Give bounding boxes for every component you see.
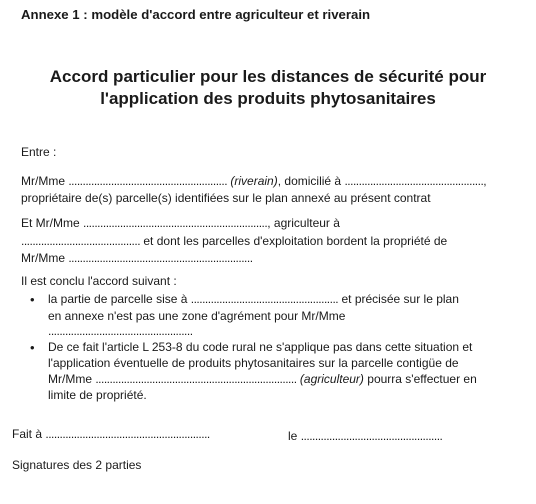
le-label: le bbox=[288, 429, 298, 443]
bullet-1-marker: • bbox=[30, 292, 35, 307]
fill-line-parcelle: .................................................... bbox=[190, 292, 339, 306]
fait-a-line bbox=[12, 427, 210, 441]
bullet-2-mrmme: Mr/Mme bbox=[48, 372, 92, 386]
bullet-2-line-3 bbox=[48, 372, 477, 386]
fill-line-fait-a: .......................................................... bbox=[45, 427, 210, 441]
exploitation-text: et dont les parcelles d'exploitation bordent la propriété de bbox=[143, 234, 448, 248]
fill-line-agriculteur-name: ................................................................. bbox=[83, 216, 268, 230]
conclu-line: Il est conclu l'accord suivant : bbox=[21, 274, 177, 288]
signatures-line: Signatures des 2 parties bbox=[12, 458, 142, 472]
domicilie-label: , domicilié à bbox=[277, 174, 342, 188]
agriculteur-line bbox=[21, 216, 340, 230]
fill-line-propriete: ................................................................. bbox=[68, 251, 253, 265]
fill-line-agrement: ................................................... bbox=[48, 324, 193, 338]
bullet-1-text-a: la partie de parcelle sise à bbox=[48, 292, 188, 306]
agriculteur-a-label: , agriculteur à bbox=[267, 216, 340, 230]
fill-line-date: .................................................. bbox=[300, 429, 443, 443]
mrmme-line-2 bbox=[21, 251, 253, 265]
entre-label: Entre : bbox=[21, 145, 57, 159]
bullet-1-line-2: en annexe n'est pas une zone d'agrément pour Mr/Mme bbox=[48, 309, 346, 323]
document-title-line-2: l'application des produits phytosanitaires bbox=[100, 89, 436, 108]
fill-line-domicile: ................................................., bbox=[344, 174, 487, 188]
bullet-2-marker: • bbox=[30, 340, 35, 355]
bullet-1-line-1 bbox=[48, 292, 459, 306]
document-title-line-1: Accord particulier pour les distances de sécurité pour bbox=[49, 67, 487, 86]
proprietaire-line: propriétaire de(s) parcelle(s) identifiées sur le plan annexé au présent contrat bbox=[21, 191, 431, 205]
exploitation-line bbox=[21, 234, 447, 248]
le-line bbox=[288, 429, 442, 443]
agriculteur-tag: (agriculteur) bbox=[299, 372, 364, 386]
riverain-tag: (riverain) bbox=[230, 174, 278, 188]
bullet-2-line-2: l'application éventuelle de produits phytosanitaires sur la parcelle contigüe de bbox=[48, 356, 459, 370]
fill-line-agriculteur-place: .......................................... bbox=[21, 234, 141, 248]
fait-a-label: Fait à bbox=[12, 427, 43, 441]
et-mrmme-label: Et Mr/Mme bbox=[21, 216, 80, 230]
mrmme-label: Mr/Mme bbox=[21, 174, 65, 188]
bullet-1-line-3 bbox=[48, 324, 193, 338]
fill-line-riverain-name: ........................................................ bbox=[68, 174, 228, 188]
bullet-2-line-4: limite de propriété. bbox=[48, 388, 147, 402]
bullet-1-text-b: et précisée sur le plan bbox=[341, 292, 459, 306]
mrmme-label-2: Mr/Mme bbox=[21, 251, 65, 265]
riverain-line bbox=[21, 174, 486, 188]
bullet-2-text-b: pourra s'effectuer en bbox=[367, 372, 477, 386]
bullet-2-line-1: De ce fait l'article L 253-8 du code rural ne s'applique pas dans cette situation et bbox=[48, 340, 473, 354]
fill-line-contigue: ....................................................................... bbox=[95, 372, 297, 386]
annexe-heading: Annexe 1 : modèle d'accord entre agriculteur et riverain bbox=[21, 7, 371, 22]
